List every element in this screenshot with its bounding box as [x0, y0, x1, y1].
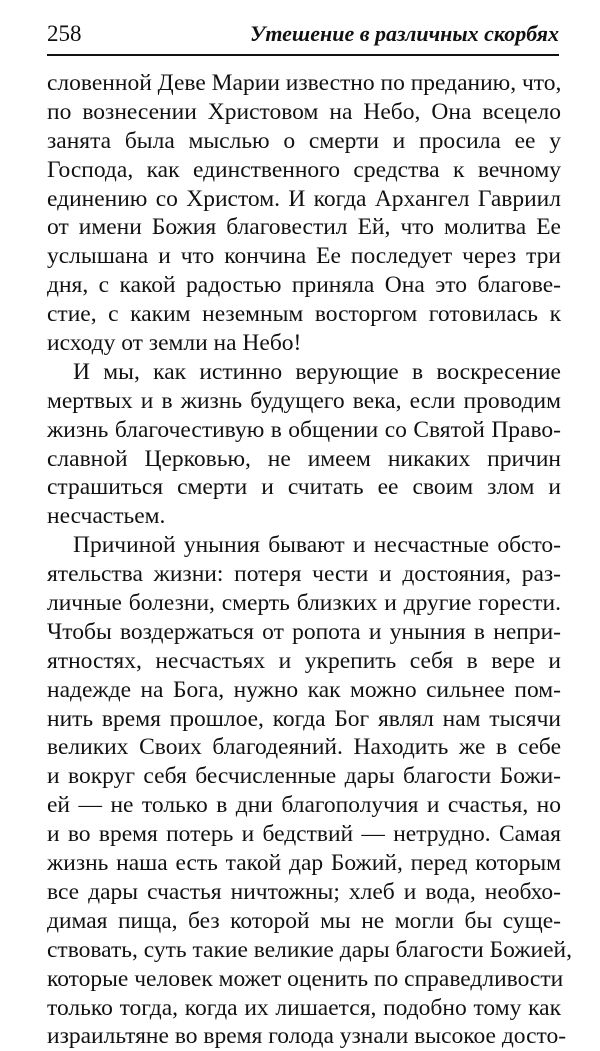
- running-title: Утешение в различных скорбях: [250, 21, 559, 46]
- text-line: словенной Деве Марии известно по преданию, что,: [47, 70, 562, 96]
- text-line: страшиться смерти и считать ее своим злом и: [47, 474, 561, 501]
- page-number: 258: [47, 21, 82, 46]
- text-line: ятельства жизни: потеря чести и достояния, раз-: [47, 561, 561, 588]
- text-line: и во время потерь и бедствий — нетрудно. Самая: [47, 821, 561, 848]
- text-line: И мы, как истинно верующие в воскресение: [73, 358, 561, 385]
- text-line: жизнь наша есть такой дар Божий, перед которым: [47, 850, 561, 877]
- text-line: Чтобы воздержаться от ропота и уныния в непри-: [47, 618, 561, 645]
- text-line: израильтяне во время голода узнали высокое досто-: [47, 1023, 567, 1050]
- text-line: Причиной уныния бывают и несчастные обсто-: [73, 532, 561, 559]
- text-line: исходу от земли на Небо!: [47, 330, 302, 357]
- text-line: несчастьем.: [47, 503, 166, 530]
- text-line: ствовать, суть такие великие дары благости Божией,: [47, 936, 572, 963]
- text-line: которые человек может оценить по справедливости: [47, 965, 564, 992]
- text-line: ей — не только в дни благополучия и счастья, но: [47, 792, 561, 819]
- text-line: дня, с какой радостью приняла Она это благове-: [47, 272, 561, 299]
- text-line: личные болезни, смерть близких и другие горести.: [47, 590, 561, 617]
- text-line: мертвых и в жизнь будущего века, если проводим: [47, 387, 561, 414]
- text-line: надежде на Бога, нужно как можно сильнее пом-: [47, 676, 561, 703]
- text-line: только тогда, когда их лишается, подобно тому как: [47, 994, 561, 1021]
- text-line: жизнь благочестивую в общении со Святой Право-: [47, 416, 561, 443]
- text-line: по вознесении Христовом на Небо, Она всецело: [47, 98, 561, 125]
- text-line: стие, с каким неземным восторгом готовилась к: [47, 301, 561, 328]
- text-line: нить время прошлое, когда Бог являл нам тысячи: [47, 705, 561, 732]
- text-line: димая пища, без которой мы не могли бы суще-: [47, 907, 561, 934]
- text-line: славной Церковью, не имеем никаких причин: [47, 445, 561, 472]
- text-line: Господа, как единственного средства к вечному: [47, 156, 561, 183]
- text-line: занята была мыслью о смерти и просила ее у: [47, 127, 561, 154]
- text-line: услышана и что кончина Ее последует через три: [47, 243, 561, 270]
- text-line: ятностях, несчастьях и укрепить себя в вере и: [47, 647, 561, 674]
- header-rule: [47, 54, 559, 56]
- page-header: [47, 18, 559, 52]
- text-line: великих Своих благодеяний. Находить же в себе: [47, 734, 561, 761]
- text-line: и вокруг себя бесчисленные дары благости Божи-: [47, 763, 561, 790]
- text-line: от имени Божия благовестил Ей, что молитва Ее: [47, 214, 561, 241]
- body-text: [47, 69, 572, 1051]
- text-line: все дары счастья ничтожны; хлеб и вода, необхо-: [47, 878, 561, 905]
- text-line: единению со Христом. И когда Архангел Гавриил: [47, 185, 561, 212]
